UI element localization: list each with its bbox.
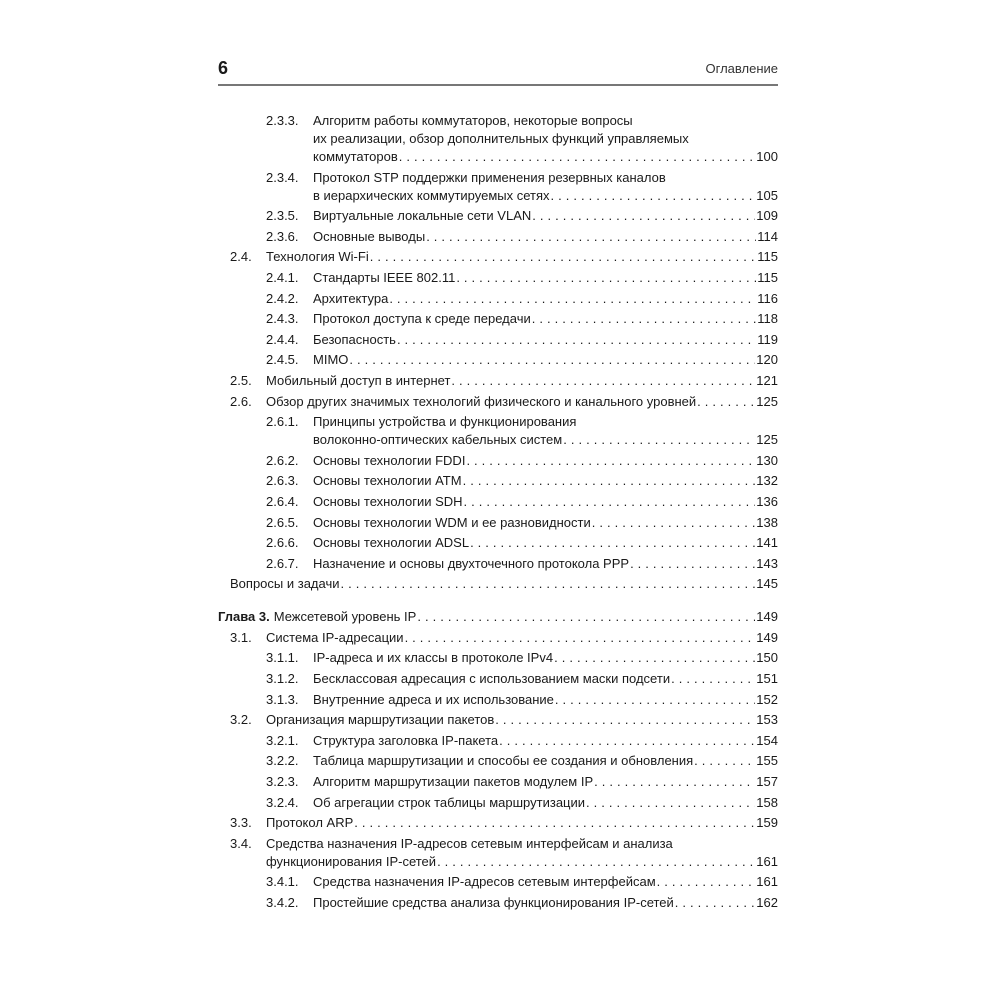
- dot-leader: [563, 431, 755, 449]
- entry-title: Внутренние адреса и их использование: [313, 691, 554, 707]
- toc-entry[interactable]: [218, 207, 778, 225]
- entry-title: Организация маршрутизации пакетов: [266, 712, 495, 728]
- entry-title: Средства назначения IP-адресов сетевым интерфейсам и анализа: [266, 835, 673, 851]
- toc-entry[interactable]: [218, 555, 778, 573]
- toc-entry[interactable]: [218, 351, 778, 369]
- entry-page-number: 100: [756, 149, 778, 164]
- entry-title: Безопасность: [313, 331, 396, 347]
- entry-number: 2.6.6.: [266, 535, 299, 551]
- dot-leader: [370, 248, 757, 266]
- toc-entry[interactable]: [218, 608, 778, 626]
- entry-title: Обзор других значимых технологий физического и канального уровней: [266, 393, 697, 409]
- entry-title: Алгоритм работы коммутаторов, некоторые вопросы: [313, 113, 633, 128]
- toc-entry[interactable]: [218, 649, 778, 667]
- entry-number: 2.6.4.: [266, 493, 299, 509]
- entry-title: Бесклассовая адресация с использованием маски подсети: [313, 671, 671, 687]
- dot-leader: [586, 794, 755, 812]
- entry-title: Система IP-адресации: [266, 629, 404, 645]
- dot-leader: [499, 732, 755, 750]
- entry-page-number: 115: [757, 249, 778, 265]
- dot-leader: [437, 853, 755, 871]
- entry-page-number: 154: [756, 732, 778, 748]
- entry-title: Основы технологии FDDI: [313, 452, 466, 468]
- entry-number: 3.4.: [230, 835, 252, 851]
- entry-number: 2.3.4.: [266, 169, 299, 185]
- entry-title: Архитектура: [313, 290, 389, 306]
- entry-number: 2.4.1.: [266, 269, 299, 285]
- entry-title: Мобильный доступ в интернет: [266, 372, 451, 388]
- entry-page-number: 158: [756, 794, 778, 810]
- entry-title: функционирования IP-сетей: [266, 853, 437, 869]
- entry-title: MIMO: [313, 352, 349, 368]
- entry-number: 2.6.3.: [266, 473, 299, 489]
- toc-entry[interactable]: [218, 894, 778, 912]
- entry-page-number: 161: [756, 853, 778, 869]
- entry-page-number: 150: [756, 650, 778, 666]
- entry-title: Вопросы и задачи: [230, 576, 340, 592]
- toc-entry[interactable]: [218, 372, 778, 390]
- dot-leader: [340, 575, 755, 593]
- toc-entry[interactable]: [218, 472, 778, 490]
- toc-entry[interactable]: [218, 169, 778, 205]
- entry-page-number: 159: [756, 815, 778, 831]
- entry-number: 2.6.5.: [266, 514, 299, 530]
- entry-page-number: 105: [756, 187, 778, 203]
- entry-title: Основы технологии WDM и ее разновидности: [313, 514, 591, 530]
- entry-title: Основы технологии ADSL: [313, 535, 470, 551]
- entry-number: 3.1.2.: [266, 671, 299, 687]
- page-number: 6: [218, 58, 229, 78]
- entry-page-number: 138: [756, 514, 778, 530]
- entry-number: 2.6.2.: [266, 452, 299, 468]
- dot-leader: [657, 873, 756, 891]
- running-title: Оглавление: [705, 61, 778, 76]
- entry-title: Структура заголовка IP-пакета: [313, 732, 499, 748]
- entry-number: 3.1.3.: [266, 691, 299, 707]
- toc-entry[interactable]: [218, 575, 778, 593]
- dot-leader: [349, 351, 755, 369]
- toc-entry[interactable]: [218, 228, 778, 246]
- entry-number: 2.6.1.: [266, 414, 299, 430]
- entry-page-number: 161: [756, 874, 778, 890]
- entry-page-number: 155: [756, 753, 778, 769]
- toc-entry[interactable]: [218, 310, 778, 328]
- entry-title: Виртуальные локальные сети VLAN: [313, 208, 532, 224]
- entry-number: 3.2.2.: [266, 753, 299, 769]
- toc-entry[interactable]: [218, 413, 778, 449]
- dot-leader: [532, 207, 755, 225]
- dot-leader: [464, 493, 756, 511]
- dot-leader: [675, 894, 756, 912]
- entry-page-number: 152: [756, 691, 778, 707]
- dot-leader: [694, 752, 755, 770]
- entry-page-number: 162: [756, 895, 778, 910]
- entry-number: 3.3.: [230, 815, 252, 831]
- entry-page-number: 132: [756, 473, 778, 489]
- entry-page-number: 149: [756, 609, 778, 625]
- dot-leader: [354, 814, 755, 832]
- entry-number: 2.4.2.: [266, 290, 299, 306]
- entry-number: 2.6.7.: [266, 555, 299, 571]
- entry-number: 3.4.2.: [266, 895, 299, 910]
- entry-page-number: 116: [757, 290, 778, 306]
- toc-entry[interactable]: [218, 269, 778, 287]
- dot-leader: [630, 555, 755, 573]
- entry-number: 2.4.: [230, 249, 252, 265]
- entry-number: 2.6.: [230, 393, 252, 409]
- toc-entry[interactable]: [218, 814, 778, 832]
- toc-entry[interactable]: [218, 670, 778, 688]
- entry-page-number: 136: [756, 493, 778, 509]
- entry-title: Назначение и основы двухточечного протокола PPP: [313, 555, 630, 571]
- entry-page-number: 157: [756, 774, 778, 790]
- toc-entry[interactable]: [218, 534, 778, 552]
- entry-page-number: 149: [756, 629, 778, 645]
- entry-title: Стандарты IEEE 802.11: [313, 269, 456, 285]
- toc-entry[interactable]: [218, 752, 778, 770]
- entry-title: Межсетевой уровень IP: [273, 609, 417, 625]
- toc-entry[interactable]: [218, 514, 778, 532]
- entry-number: 3.2.3.: [266, 774, 299, 790]
- toc-entry[interactable]: [218, 835, 778, 871]
- entry-title: Принципы устройства и функционирования: [313, 414, 577, 430]
- entry-title: Простейшие средства анализа функционирования IP-сетей: [313, 895, 674, 910]
- entry-title: волоконно-оптических кабельных систем: [313, 432, 563, 448]
- entry-page-number: 119: [757, 331, 778, 347]
- entry-number: 3.2.1.: [266, 732, 299, 748]
- entry-title: IP-адреса и их классы в протоколе IPv4: [313, 650, 554, 666]
- dot-leader: [532, 310, 757, 328]
- toc-entry[interactable]: [218, 629, 778, 647]
- toc-entry[interactable]: [218, 452, 778, 470]
- entry-number: 2.4.4.: [266, 331, 299, 347]
- toc-entry[interactable]: [218, 112, 778, 166]
- entry-title: Технология Wi-Fi: [266, 249, 369, 265]
- entry-page-number: 143: [756, 555, 778, 571]
- dot-leader: [554, 649, 755, 667]
- dot-leader: [426, 228, 756, 246]
- entry-number: 3.1.1.: [266, 650, 299, 666]
- entry-number: 2.4.3.: [266, 311, 299, 327]
- entry-title: Алгоритм маршрутизации пакетов модулем IP: [313, 774, 594, 790]
- toc-entry[interactable]: [218, 248, 778, 266]
- entry-page-number: 153: [756, 712, 778, 728]
- page-header: [218, 56, 778, 86]
- entry-title: Основные выводы: [313, 228, 426, 244]
- dot-leader: [399, 148, 756, 166]
- entry-page-number: 125: [756, 393, 778, 409]
- entry-title: Протокол STP поддержки применения резервных каналов: [313, 169, 666, 185]
- toc-entry[interactable]: [218, 794, 778, 812]
- dot-leader: [397, 331, 756, 349]
- entry-page-number: 130: [756, 452, 778, 468]
- dot-leader: [451, 372, 755, 390]
- dot-leader: [466, 452, 755, 470]
- dot-leader: [463, 472, 756, 490]
- entry-title: коммутаторов: [313, 149, 398, 164]
- entry-number: 2.5.: [230, 372, 252, 388]
- dot-leader: [417, 608, 755, 626]
- entry-number: 3.2.: [230, 712, 252, 728]
- entry-page-number: 121: [756, 372, 778, 388]
- toc-entry[interactable]: [218, 393, 778, 411]
- entry-page-number: 120: [756, 352, 778, 368]
- toc-entry[interactable]: [218, 873, 778, 891]
- entry-title: Основы технологии SDH: [313, 493, 463, 509]
- toc-entry[interactable]: [218, 711, 778, 729]
- entry-page-number: 151: [756, 671, 778, 687]
- dot-leader: [470, 534, 755, 552]
- entry-title: их реализации, обзор дополнительных функций управляемых: [313, 131, 689, 146]
- dot-leader: [495, 711, 755, 729]
- entry-number: 3.2.4.: [266, 794, 299, 810]
- dot-leader: [592, 514, 756, 532]
- entry-title: Основы технологии ATM: [313, 473, 462, 489]
- entry-number: 2.3.5.: [266, 208, 299, 224]
- entry-page-number: 125: [756, 432, 778, 448]
- toc-entry[interactable]: [218, 290, 778, 308]
- dot-leader: [594, 773, 755, 791]
- entry-number: 3.1.: [230, 629, 252, 645]
- entry-number: 3.4.1.: [266, 874, 299, 890]
- entry-title: Средства назначения IP-адресов сетевым интерфейсам: [313, 874, 656, 890]
- entry-title: Об агрегации строк таблицы маршрутизации: [313, 794, 586, 810]
- dot-leader: [555, 691, 755, 709]
- entry-page-number: 114: [757, 228, 778, 244]
- entry-title: Таблица маршрутизации и способы ее создания и обновления: [313, 753, 694, 769]
- toc-entry[interactable]: [218, 773, 778, 791]
- toc-entry[interactable]: [218, 493, 778, 511]
- entry-page-number: 115: [757, 269, 778, 285]
- dot-leader: [405, 629, 756, 647]
- entry-number: 2.4.5.: [266, 352, 299, 368]
- toc-entry[interactable]: [218, 732, 778, 750]
- entry-number: Глава 3.: [218, 609, 270, 625]
- entry-page-number: 141: [756, 535, 778, 551]
- dot-leader: [551, 187, 756, 205]
- toc-entry[interactable]: [218, 691, 778, 709]
- table-of-contents: [218, 112, 778, 915]
- entry-title: Протокол доступа к среде передачи: [313, 311, 531, 327]
- toc-entry[interactable]: [218, 331, 778, 349]
- dot-leader: [456, 269, 756, 287]
- dot-leader: [697, 393, 755, 411]
- entry-page-number: 145: [756, 576, 778, 592]
- dot-leader: [389, 290, 756, 308]
- entry-title: Протокол ARP: [266, 815, 354, 831]
- entry-number: 2.3.6.: [266, 228, 299, 244]
- entry-title: в иерархических коммутируемых сетях: [313, 187, 550, 203]
- entry-number: 2.3.3.: [266, 113, 299, 128]
- dot-leader: [671, 670, 755, 688]
- entry-page-number: 118: [757, 311, 778, 327]
- entry-page-number: 109: [756, 208, 778, 224]
